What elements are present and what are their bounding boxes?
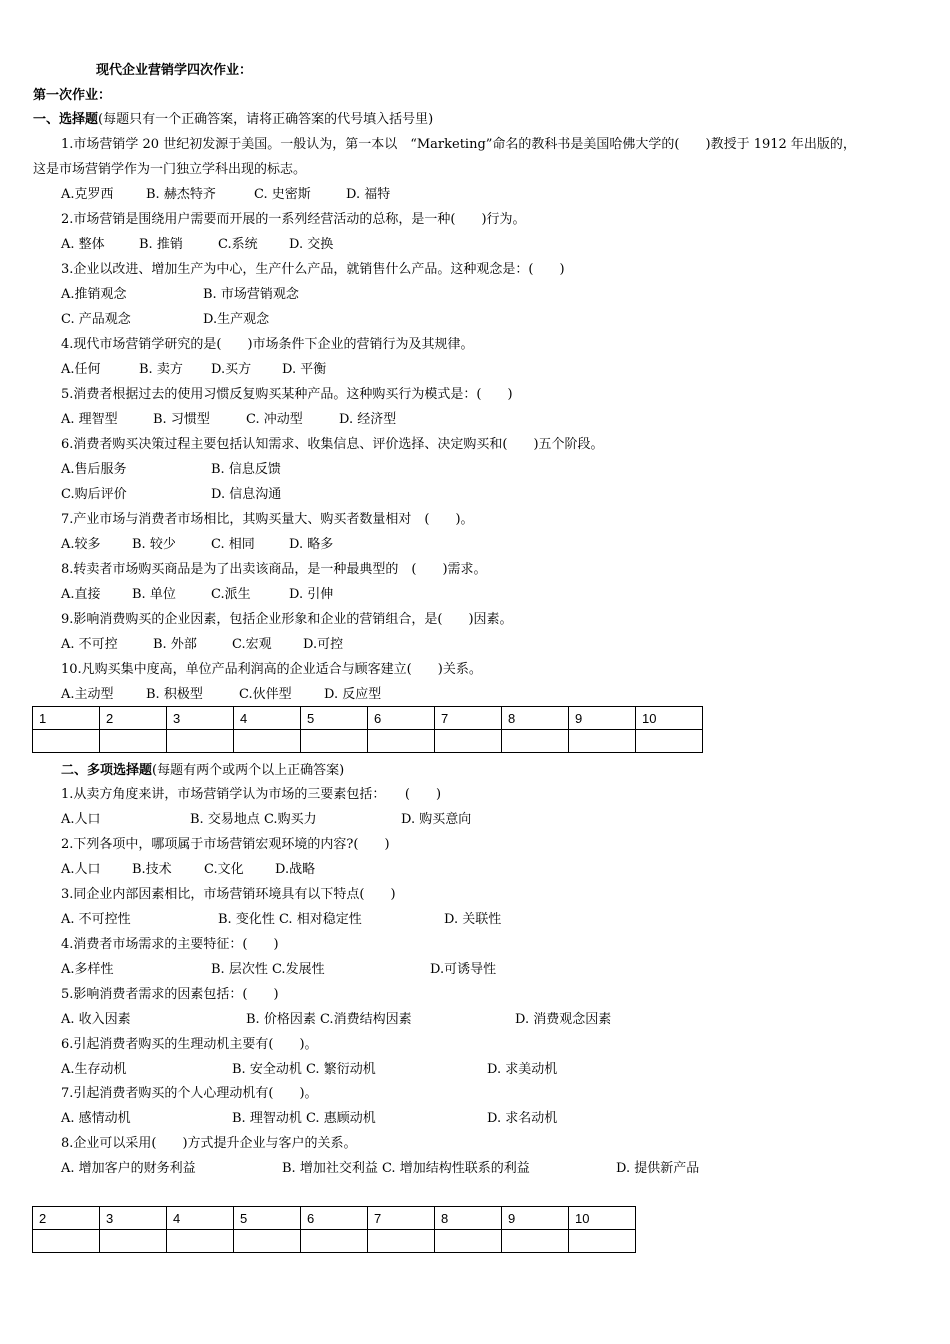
- s2-q7-option-a: A. 感情动机: [61, 1111, 131, 1126]
- s1-question-1-line2: 这是市场营销学作为一门独立学科出现的标志。: [33, 162, 307, 177]
- s1-q4-option-a: A.任何: [61, 362, 101, 377]
- s1-q9-option-b: B. 外部: [153, 637, 197, 652]
- s1-q3-option-d: D.生产观念: [203, 312, 270, 327]
- s1-question-8: 8.转卖者市场购买商品是为了出卖该商品，是一种最典型的 ( )需求。: [61, 562, 487, 577]
- answer-number: 5: [234, 1207, 301, 1230]
- s1-q4-option-c: D.买方: [211, 362, 252, 377]
- answer-number: 6: [368, 707, 435, 730]
- s2-q2-option-b: B.技术: [132, 862, 172, 877]
- s2-q7-option-d: D. 求名动机: [487, 1111, 558, 1126]
- s2-q6-option-d: D. 求美动机: [487, 1062, 558, 1077]
- s2-q8-option-a: A. 增加客户的财务利益: [61, 1161, 196, 1176]
- s1-question-2: 2.市场营销是围绕用户需要而开展的一系列经营活动的总称，是一种( )行为。: [61, 212, 526, 227]
- s2-q4-option-b: B. 层次性 C.发展性: [211, 962, 325, 977]
- answer-cell[interactable]: [167, 1230, 234, 1253]
- s2-q6-option-b: B. 安全动机 C. 繁衍动机: [232, 1062, 376, 1077]
- s1-q6-option-c: C.购后评价: [61, 487, 127, 502]
- s1-question-6: 6.消费者购买决策过程主要包括认知需求、收集信息、评价选择、决定购买和( )五个阶段。: [61, 437, 604, 452]
- answer-number: 7: [368, 1207, 435, 1230]
- s2-q5-option-b: B. 价格因素 C.消费结构因素: [246, 1012, 412, 1027]
- section2-heading-line: [61, 762, 344, 780]
- s2-q2-option-c: C.文化: [204, 862, 244, 877]
- s2-q3-option-a: A. 不可控性: [61, 912, 131, 927]
- section1-heading: 一、选择题: [33, 112, 99, 127]
- s1-question-1-line1: 1.市场营销学 20 世纪初发源于美国。一般认为，第一本以 “Marketing”命名的教科书是美国哈佛大学的( )教授于 1912 年出版的，: [61, 137, 856, 152]
- section1-note: (每题只有一个正确答案，请将正确答案的代号填入括号里): [98, 112, 434, 127]
- s1-question-7: 7.产业市场与消费者市场相比，其购买量大、购买者数量相对 ( )。: [61, 512, 474, 527]
- answer-cell[interactable]: [368, 730, 435, 753]
- s1-q3-option-c: C. 产品观念: [61, 312, 131, 327]
- answer-cell[interactable]: [435, 730, 502, 753]
- s1-q8-option-c: C.派生: [211, 587, 251, 602]
- answer-cell[interactable]: [301, 730, 368, 753]
- s2-q5-option-d: D. 消费观念因素: [515, 1012, 612, 1027]
- s2-q1-option-d: D. 购买意向: [401, 812, 472, 827]
- s2-q4-option-a: A.多样性: [61, 962, 114, 977]
- s1-q8-option-b: B. 单位: [132, 587, 176, 602]
- section1-answer-table: [32, 706, 703, 753]
- s1-q1-option-c: C. 史密斯: [254, 187, 311, 202]
- s1-q9-option-d: D.可控: [303, 637, 344, 652]
- answer-number: 3: [167, 707, 234, 730]
- answer-cell[interactable]: [569, 730, 636, 753]
- answer-number: 10: [569, 1207, 636, 1230]
- answer-cell[interactable]: [569, 1230, 636, 1253]
- answer-number: 9: [569, 707, 636, 730]
- s1-q2-option-c: C.系统: [218, 237, 258, 252]
- answer-number: 6: [301, 1207, 368, 1230]
- answer-cell[interactable]: [234, 1230, 301, 1253]
- s1-q2-option-b: B. 推销: [139, 237, 183, 252]
- s1-q10-option-b: B. 积极型: [146, 687, 203, 702]
- s2-q1-option-b: B. 交易地点 C.购买力: [190, 812, 317, 827]
- answer-cell[interactable]: [33, 1230, 100, 1253]
- s1-question-4: 4.现代市场营销学研究的是( )市场条件下企业的营销行为及其规律。: [61, 337, 474, 352]
- s2-question-4: 4.消费者市场需求的主要特征：( ): [61, 937, 279, 952]
- s2-question-7: 7.引起消费者购买的个人心理动机有( )。: [61, 1086, 318, 1101]
- s2-q3-option-d: D. 关联性: [444, 912, 502, 927]
- s1-q6-option-a: A.售后服务: [61, 462, 127, 477]
- s2-question-8: 8.企业可以采用( )方式提升企业与客户的关系。: [61, 1136, 357, 1151]
- section2-note: (每题有两个或两个以上正确答案): [152, 763, 345, 778]
- s2-q3-option-b: B. 变化性 C. 相对稳定性: [218, 912, 362, 927]
- s1-q5-option-c: C. 冲动型: [246, 412, 303, 427]
- answer-cell[interactable]: [301, 1230, 368, 1253]
- s2-q2-option-a: A.人口: [61, 862, 101, 877]
- answer-number-row: [33, 1207, 636, 1230]
- s1-q8-option-a: A.直接: [61, 587, 101, 602]
- s2-question-2: 2.下列各项中，哪项属于市场营销宏观环境的内容?( ): [61, 837, 390, 852]
- s1-question-9: 9.影响消费购买的企业因素，包括企业形象和企业的营销组合，是( )因素。: [61, 612, 513, 627]
- answer-number-row: [33, 707, 703, 730]
- section2-heading: 二、多项选择题: [61, 763, 153, 778]
- s2-q4-option-d: D.可诱导性: [430, 962, 497, 977]
- s2-q1-option-a: A.人口: [61, 812, 101, 827]
- s1-question-3: 3.企业以改进、增加生产为中心，生产什么产品，就销售什么产品。这种观念是：( ): [61, 262, 565, 277]
- s2-question-3: 3.同企业内部因素相比，市场营销环境具有以下特点( ): [61, 887, 396, 902]
- answer-number: 5: [301, 707, 368, 730]
- answer-number: 8: [435, 1207, 502, 1230]
- answer-cell[interactable]: [100, 1230, 167, 1253]
- answer-cell[interactable]: [33, 730, 100, 753]
- s2-q7-option-b: B. 理智动机 C. 惠顾动机: [232, 1111, 376, 1126]
- answer-number: 2: [100, 707, 167, 730]
- answer-cell[interactable]: [368, 1230, 435, 1253]
- answer-blank-row: [33, 1230, 636, 1253]
- s2-q5-option-a: A. 收入因素: [61, 1012, 131, 1027]
- s1-q7-option-c: C. 相同: [211, 537, 255, 552]
- s1-q6-option-b: B. 信息反馈: [211, 462, 281, 477]
- answer-blank-row: [33, 730, 703, 753]
- answer-number: 2: [33, 1207, 100, 1230]
- s1-q9-option-a: A. 不可控: [61, 637, 118, 652]
- s2-question-6: 6.引起消费者购买的生理动机主要有( )。: [61, 1037, 318, 1052]
- s1-q7-option-d: D. 略多: [289, 537, 334, 552]
- answer-cell[interactable]: [435, 1230, 502, 1253]
- s1-q5-option-a: A. 理智型: [61, 412, 118, 427]
- s2-q8-option-d: D. 提供新产品: [616, 1161, 700, 1176]
- answer-cell[interactable]: [636, 730, 703, 753]
- s1-q7-option-b: B. 较少: [132, 537, 176, 552]
- answer-number: 9: [502, 1207, 569, 1230]
- s1-q4-option-d: D. 平衡: [282, 362, 327, 377]
- answer-number: 4: [234, 707, 301, 730]
- first-assignment-heading: 第一次作业：: [33, 88, 112, 103]
- answer-number: 1: [33, 707, 100, 730]
- answer-number: 4: [167, 1207, 234, 1230]
- s1-q8-option-d: D. 引伸: [289, 587, 334, 602]
- s1-q10-option-a: A.主动型: [61, 687, 114, 702]
- answer-number: 3: [100, 1207, 167, 1230]
- s1-q4-option-b: B. 卖方: [139, 362, 183, 377]
- s1-q1-option-d: D. 福特: [346, 187, 391, 202]
- answer-number: 10: [636, 707, 703, 730]
- answer-cell[interactable]: [502, 730, 569, 753]
- s2-question-5: 5.影响消费者需求的因素包括：( ): [61, 987, 279, 1002]
- answer-cell[interactable]: [502, 1230, 569, 1253]
- s1-q3-option-b: B. 市场营销观念: [203, 287, 299, 302]
- answer-cell[interactable]: [167, 730, 234, 753]
- s2-question-1: 1.从卖方角度来讲，市场营销学认为市场的三要素包括： ( ): [61, 787, 442, 802]
- s1-q5-option-d: D. 经济型: [339, 412, 397, 427]
- s1-q9-option-c: C.宏观: [232, 637, 272, 652]
- answer-number: 8: [502, 707, 569, 730]
- s1-q10-option-c: C.伙伴型: [239, 687, 292, 702]
- s1-question-10: 10.凡购买集中度高，单位产品利润高的企业适合与顾客建立( )关系。: [61, 662, 482, 677]
- s1-q1-option-b: B. 赫杰特齐: [146, 187, 216, 202]
- s1-q6-option-d: D. 信息沟通: [211, 487, 282, 502]
- s1-q7-option-a: A.较多: [61, 537, 101, 552]
- s1-q3-option-a: A.推销观念: [61, 287, 127, 302]
- s1-q2-option-a: A. 整体: [61, 237, 105, 252]
- s1-q2-option-d: D. 交换: [289, 237, 334, 252]
- s1-q1-option-a: A.克罗西: [61, 187, 114, 202]
- document-title: 现代企业营销学四次作业：: [96, 63, 253, 78]
- s1-q5-option-b: B. 习惯型: [153, 412, 210, 427]
- s2-q8-option-b: B. 增加社交利益 C. 增加结构性联系的利益: [282, 1161, 530, 1176]
- s1-question-5: 5.消费者根据过去的使用习惯反复购买某种产品。这种购买行为模式是：( ): [61, 387, 513, 402]
- answer-cell[interactable]: [234, 730, 301, 753]
- s2-q6-option-a: A.生存动机: [61, 1062, 127, 1077]
- section2-answer-table: [32, 1206, 636, 1253]
- s2-q2-option-d: D.战略: [275, 862, 316, 877]
- answer-cell[interactable]: [100, 730, 167, 753]
- section1-heading-line: [33, 111, 433, 129]
- s1-q10-option-d: D. 反应型: [324, 687, 382, 702]
- answer-number: 7: [435, 707, 502, 730]
